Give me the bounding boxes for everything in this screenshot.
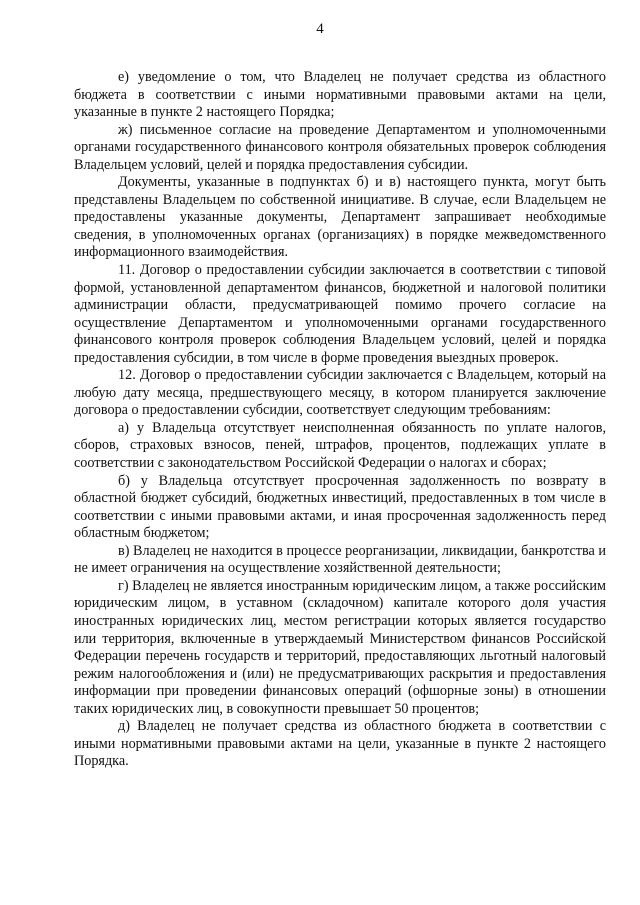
paragraph-item-e: е) уведомление о том, что Владелец не получает средства из областного бюджета в соответствии с иными нормативными правовыми актами на цели, указанные в пункте 2 настоящего Порядка; [74, 69, 606, 121]
paragraph-item-d: д) Владелец не получает средства из областного бюджета в соответствии с иными нормативными правовыми актами на цели, указанные в пункте 2 настоящего Порядка. [74, 718, 606, 770]
paragraph-clause-11: 11. Договор о предоставлении субсидии заключается в соответствии с типовой формой, установленной департаментом финансов, бюджетной и налоговой политики администрации области, предусматривающей помимо прочего согласие на осуществление Департаментом и уполномоченными органами государственного финансового контроля проверок соблюдения Владельцем условий, целей и порядка предоставления субсидии, в том числе в форме проведения выездных проверок. [74, 262, 606, 366]
page-number: 4 [316, 21, 324, 37]
document-body [74, 69, 606, 771]
paragraph-item-v: в) Владелец не находится в процессе реорганизации, ликвидации, банкротства и не имеет ограничения на осуществление хозяйственной деятельности; [74, 542, 606, 577]
paragraph-item-zh: ж) письменное согласие на проведение Департаментом и уполномоченными органами государственного финансового контроля обязательных проверок соблюдения Владельцем условий, целей и порядка предоставления субсидии. [74, 121, 606, 173]
paragraph-documents-note: Документы, указанные в подпунктах б) и в) настоящего пункта, могут быть представлены Владельцем по собственной инициативе. В случае, если Владельцем не предоставлены указанные документы, Департамент запрашивает необходимые сведения, в уполномоченных органах (организациях) в порядке межведомственного информационного взаимодействия. [74, 174, 606, 261]
paragraph-item-g: г) Владелец не является иностранным юридическим лицом, а также российским юридическим лицом, в уставном (складочном) капитале которого доля участия иностранных юридических лиц, местом регистрации которых является государство или территория, включенные в утверждаемый Министерством финансов Российской Федерации перечень государств и территорий, предоставляющих льготный налоговый режим налогообложения и (или) не предусматривающих раскрытия и предоставления информации при проведении финансовых операций (офшорные зоны) в отношении таких юридических лиц, в совокупности превышает 50 процентов; [74, 577, 606, 717]
paragraph-item-a: а) у Владельца отсутствует неисполненная обязанность по уплате налогов, сборов, страховых взносов, пеней, штрафов, процентов, подлежащих уплате в соответствии с законодательством Российской Федерации о налогах и сборах; [74, 419, 606, 472]
paragraph-item-b: б) у Владельца отсутствует просроченная задолженность по возврату в областной бюджет субсидий, бюджетных инвестиций, предоставленных в том числе в соответствии с иными правовыми актами, и иная просроченная задолженность перед областным бюджетом; [74, 472, 606, 542]
paragraph-clause-12: 12. Договор о предоставлении субсидии заключается с Владельцем, который на любую дату месяца, предшествующего месяцу, в котором планируется заключение договора о предоставлении субсидии, соответствует следующим требованиям: [74, 367, 606, 419]
